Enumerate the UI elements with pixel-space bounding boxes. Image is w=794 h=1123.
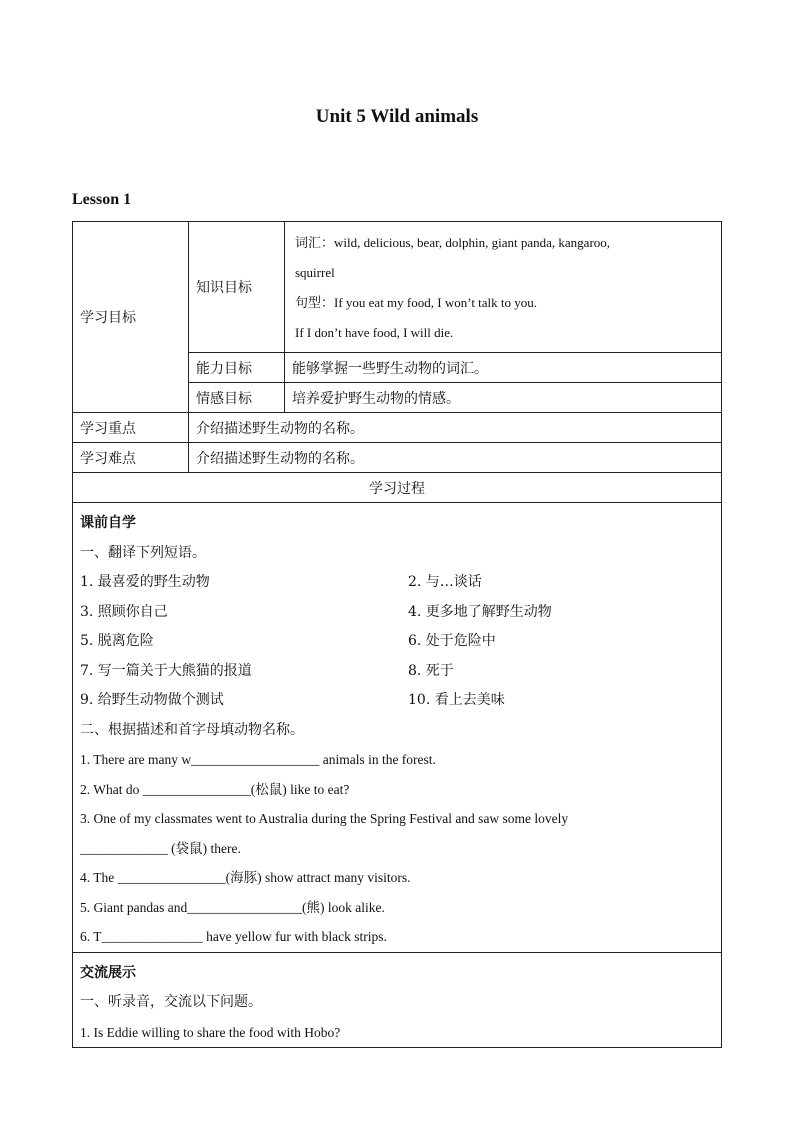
emotion-label: 情感目标: [189, 383, 285, 413]
difficulty-label: 学习难点: [73, 443, 189, 473]
exchange-question: 1. Is Eddie willing to share the food with Hobo?: [80, 1024, 341, 1040]
fill-item: 2. What do ________________(松鼠) like to eat?: [80, 781, 350, 797]
vocab-line-2: squirrel: [295, 265, 335, 280]
exchange-part1-title: 一、听录音，交流以下问题。: [80, 994, 262, 1010]
phrase-item: 1. 最喜爱的野生动物: [80, 574, 210, 590]
phrase-item: 5. 脱离危险: [80, 633, 154, 649]
emotion-text: 培养爱护野生动物的情感。: [285, 383, 722, 413]
phrase-item: 4. 更多地了解野生动物: [408, 603, 552, 620]
focus-label: 学习重点: [73, 413, 189, 443]
phrase-item: 3. 照顾你自己: [80, 603, 168, 620]
part2-title: 二、根据描述和首字母填动物名称。: [80, 721, 304, 738]
exchange-heading: 交流展示: [80, 964, 136, 981]
fill-item: 5. Giant pandas and_________________(熊) look alike.: [80, 899, 385, 915]
phrase-item: 7. 写一篇关于大熊猫的报道: [80, 662, 252, 679]
fill-item: 6. T_______________ have yellow fur with black strips.: [80, 929, 387, 944]
part1-title: 一、翻译下列短语。: [80, 544, 206, 561]
focus-text: 介绍描述野生动物的名称。: [189, 413, 722, 443]
fill-item: _____________ (袋鼠) there.: [80, 840, 241, 856]
phrase-row: [80, 598, 713, 628]
preview-section: [73, 503, 722, 953]
phrase-row: [80, 627, 713, 657]
process-label: 学习过程: [73, 473, 722, 503]
phrase-row: [80, 686, 713, 716]
knowledge-label: 知识目标: [189, 222, 285, 353]
fill-item: 3. One of my classmates went to Australia during the Spring Festival and saw some lovely: [80, 811, 569, 826]
lesson-heading: Lesson 1: [72, 191, 132, 208]
exchange-section: [73, 952, 722, 1048]
ability-label: 能力目标: [189, 353, 285, 383]
ability-text: 能够掌握一些野生动物的词汇。: [285, 353, 722, 383]
vocab-line-1: 词汇：wild, delicious, bear, dolphin, giant panda, kangaroo,: [295, 235, 611, 250]
fill-item: 1. There are many w___________________ animals in the forest.: [80, 752, 436, 767]
lesson-plan-table: [72, 221, 722, 1048]
document-title: Unit 5 Wild animals: [315, 106, 479, 127]
sentence-line-2: If I don’t have food, I will die.: [295, 325, 454, 340]
difficulty-text: 介绍描述野生动物的名称。: [189, 443, 722, 473]
fill-item: 4. The ________________(海豚) show attract many visitors.: [80, 870, 411, 885]
phrase-item: 10. 看上去美味: [408, 692, 505, 708]
phrase-item: 9. 给野生动物做个测试: [80, 692, 224, 708]
phrase-row: [80, 657, 713, 687]
phrase-row: [80, 568, 713, 598]
phrase-item: 2. 与…谈话: [408, 574, 482, 590]
preview-heading: 课前自学: [80, 515, 136, 531]
knowledge-content: [285, 222, 722, 353]
objectives-label: 学习目标: [73, 222, 189, 413]
sentence-line-1: 句型：If you eat my food, I won’t talk to you.: [295, 295, 538, 310]
phrase-item: 6. 处于危险中: [408, 633, 496, 649]
phrase-item: 8. 死于: [408, 662, 454, 679]
